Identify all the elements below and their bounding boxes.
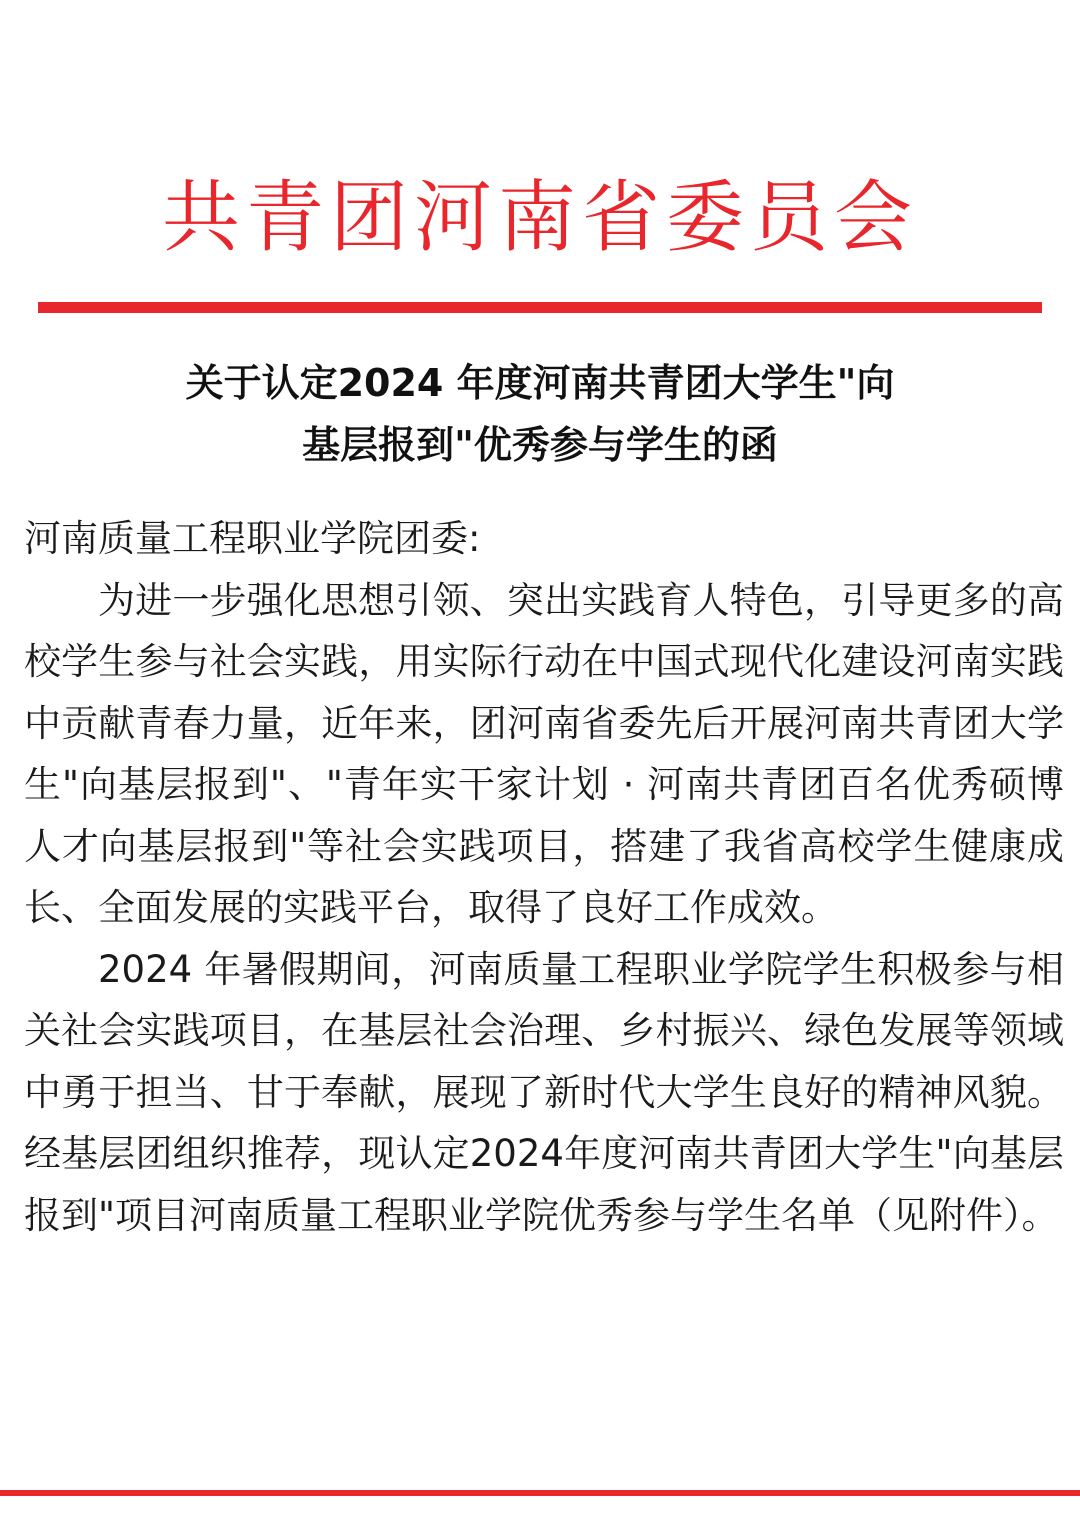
letterhead-divider bbox=[38, 302, 1042, 313]
body-paragraph-2: 2024 年暑假期间，河南质量工程职业学院学生积极参与相关社会实践项目，在基层社会治理、乡村振兴、绿色发展等领域中勇于担当、甘于奉献，展现了新时代大学生良好的精神风貌。经基层团组织推荐，现认定2024年度河南共青团大学生"向基层报到"项目河南质量工程职业学院优秀参与学生名单（见附件）。 bbox=[24, 947, 1064, 1237]
document-body bbox=[24, 508, 1064, 1246]
document-title-line-1: 关于认定2024 年度河南共青团大学生"向 bbox=[185, 361, 895, 405]
document-title-line-2: 基层报到"优秀参与学生的函 bbox=[302, 423, 778, 467]
body-paragraph-1: 为进一步强化思想引领、突出实践育人特色，引导更多的高校学生参与社会实践，用实际行动在中国式现代化建设河南实践中贡献青春力量，近年来，团河南省委先后开展河南共青团大学生"向基层报到"、"青年实干家计划 · 河南共青团百名优秀硕博人才向基层报到"等社会实践项目，搭建了我省高校学生健康成长、全面发展的实践平台，取得了良好工作成效。 bbox=[24, 578, 1064, 929]
salutation: 河南质量工程职业学院团委: bbox=[24, 517, 481, 560]
document-title bbox=[60, 352, 1020, 476]
letterhead-organization: 共青团河南省委员会 bbox=[161, 173, 918, 263]
footer-divider bbox=[0, 1490, 1080, 1496]
